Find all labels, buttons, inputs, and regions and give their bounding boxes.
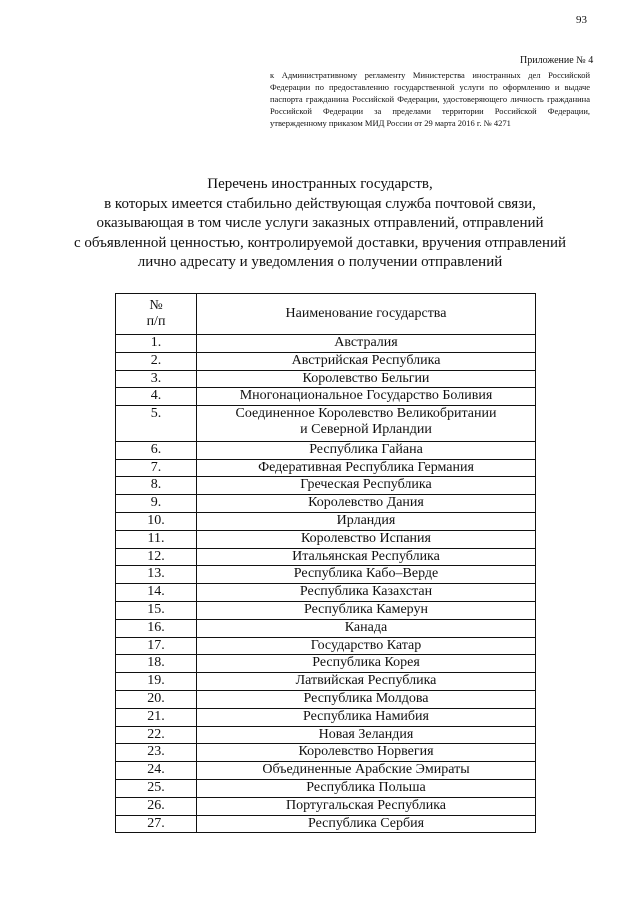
row-number: 11. xyxy=(116,530,197,548)
state-name-line: Австралия xyxy=(334,335,398,350)
state-name-line: Соединенное Королевство Великобритании xyxy=(235,406,497,422)
table-row xyxy=(116,459,536,477)
row-number: 8. xyxy=(116,477,197,495)
state-name-line: Республика Казахстан xyxy=(299,584,433,600)
header-number-abbr: п/п xyxy=(146,314,166,329)
row-state-name xyxy=(197,548,536,566)
row-number: 26. xyxy=(116,797,197,815)
table-row xyxy=(116,690,536,708)
row-state-name xyxy=(197,726,536,744)
row-number: 5. xyxy=(116,406,197,442)
table-row xyxy=(116,601,536,619)
row-number: 19. xyxy=(116,673,197,691)
table-row xyxy=(116,637,536,655)
header-state-name: Наименование государства xyxy=(197,294,536,335)
table-row xyxy=(116,762,536,780)
table-row xyxy=(116,726,536,744)
row-state-name xyxy=(197,370,536,388)
row-state-name xyxy=(197,566,536,584)
state-name-line: Королевство Дания xyxy=(308,495,424,511)
state-name-line: Республика Сербия xyxy=(307,815,425,831)
row-state-name xyxy=(197,762,536,780)
state-name-line: Королевство Испания xyxy=(301,530,431,546)
row-state-name xyxy=(197,744,536,762)
state-name-line: Латвийская Республика xyxy=(295,673,437,689)
table-row xyxy=(116,335,536,353)
state-name-line: Республика Польша xyxy=(306,779,426,795)
row-number: 23. xyxy=(116,744,197,762)
row-state-name xyxy=(197,388,536,406)
state-name-line: Канада xyxy=(344,619,388,635)
row-number: 1. xyxy=(116,335,197,353)
header-number-symbol: № xyxy=(149,298,163,313)
row-state-name xyxy=(197,655,536,673)
table-row xyxy=(116,548,536,566)
table-row xyxy=(116,744,536,762)
table-row xyxy=(116,495,536,513)
row-state-name xyxy=(197,797,536,815)
row-state-name xyxy=(197,335,536,353)
state-name-line: Греческая Республика xyxy=(300,477,432,493)
row-number: 6. xyxy=(116,441,197,459)
row-number: 7. xyxy=(116,459,197,477)
state-name-line: Республика Камерун xyxy=(304,601,428,617)
state-name-line: Португальская Республика xyxy=(285,797,446,813)
row-state-name xyxy=(197,530,536,548)
state-name-line: Королевство Бельгии xyxy=(302,370,430,386)
row-state-name xyxy=(197,815,536,833)
table-row xyxy=(116,708,536,726)
header-number xyxy=(116,294,197,335)
row-number: 22. xyxy=(116,726,197,744)
row-state-name xyxy=(197,584,536,602)
row-number: 4. xyxy=(116,388,197,406)
state-name-line: Новая Зеландия xyxy=(318,726,414,742)
state-name-line: Австрийская Республика xyxy=(291,352,441,368)
row-number: 25. xyxy=(116,779,197,797)
row-state-name xyxy=(197,477,536,495)
state-name-line: Республика Намибия xyxy=(303,708,429,724)
row-state-name xyxy=(197,441,536,459)
table-row xyxy=(116,566,536,584)
heading-line: Перечень иностранных государств, xyxy=(207,176,433,192)
row-number: 17. xyxy=(116,637,197,655)
states-table xyxy=(115,293,536,833)
table-row xyxy=(116,370,536,388)
row-state-name xyxy=(197,690,536,708)
row-state-name xyxy=(197,637,536,655)
table-row xyxy=(116,352,536,370)
row-state-name xyxy=(197,708,536,726)
heading-line: в которых имеется стабильно действующая служба почтовой связи, xyxy=(104,195,536,212)
row-number: 13. xyxy=(116,566,197,584)
row-number: 3. xyxy=(116,370,197,388)
state-name-line: Королевство Норвегия xyxy=(298,744,434,760)
row-number: 15. xyxy=(116,601,197,619)
appendix-title: Приложение № 4 xyxy=(520,55,594,66)
row-number: 2. xyxy=(116,352,197,370)
row-number: 21. xyxy=(116,708,197,726)
heading-line: с объявленной ценностью, контролируемой доставки, вручения отправлений xyxy=(73,234,567,251)
row-state-name xyxy=(197,779,536,797)
state-name-line: Республика Кабо–Верде xyxy=(293,566,439,582)
state-name-line: и Северной Ирландии xyxy=(300,422,432,438)
table-row xyxy=(116,512,536,530)
row-state-name xyxy=(197,512,536,530)
page-number: 93 xyxy=(576,14,587,26)
table-row xyxy=(116,797,536,815)
row-state-name xyxy=(197,601,536,619)
state-name-line: Итальянская Республика xyxy=(292,548,440,564)
row-number: 9. xyxy=(116,495,197,513)
table-row xyxy=(116,619,536,637)
table-row xyxy=(116,655,536,673)
state-name-line: Государство Катар xyxy=(310,637,422,653)
table-row xyxy=(116,530,536,548)
row-state-name xyxy=(197,352,536,370)
row-number: 14. xyxy=(116,584,197,602)
row-number: 18. xyxy=(116,655,197,673)
table-row xyxy=(116,584,536,602)
table-header-row xyxy=(116,294,536,335)
row-number: 16. xyxy=(116,619,197,637)
row-state-name xyxy=(197,406,536,442)
row-state-name xyxy=(197,495,536,513)
table-row xyxy=(116,815,536,833)
table-row xyxy=(116,406,536,442)
state-name-line: Республика Молдова xyxy=(303,690,429,706)
row-number: 12. xyxy=(116,548,197,566)
row-state-name xyxy=(197,459,536,477)
state-name-line: Объединенные Арабские Эмираты xyxy=(262,762,470,778)
table-row xyxy=(116,673,536,691)
row-number: 27. xyxy=(116,815,197,833)
row-number: 20. xyxy=(116,690,197,708)
appendix-text: к Административному регламенту Министерства иностранных дел Российской Федерации по предоставлению государственной услуги по оформлению и выдаче паспорта гражданина Российской Федерации, удостоверяющего личность гражданина Российской Федерации за пределами территории Российской Федерации, утвержденному приказом МИД России от 29 марта 2016 г. № 4271 xyxy=(270,70,590,128)
row-state-name xyxy=(197,673,536,691)
table-row xyxy=(116,388,536,406)
heading-line: лично адресату и уведомления о получении отправлений xyxy=(137,254,503,270)
state-name-line: Республика Корея xyxy=(312,655,420,671)
state-name-line: Многонациональное Государство Боливия xyxy=(239,388,493,404)
state-name-line: Федеративная Республика Германия xyxy=(258,459,474,475)
heading-line: оказывающая в том числе услуги заказных отправлений, отправлений xyxy=(96,215,544,231)
document-heading xyxy=(60,175,580,273)
table-row xyxy=(116,477,536,495)
state-name-line: Ирландия xyxy=(336,512,396,528)
table-row xyxy=(116,441,536,459)
row-state-name xyxy=(197,619,536,637)
state-name-line: Республика Гайана xyxy=(309,441,423,457)
row-number: 24. xyxy=(116,762,197,780)
table-row xyxy=(116,779,536,797)
row-number: 10. xyxy=(116,512,197,530)
table-body xyxy=(116,335,536,833)
